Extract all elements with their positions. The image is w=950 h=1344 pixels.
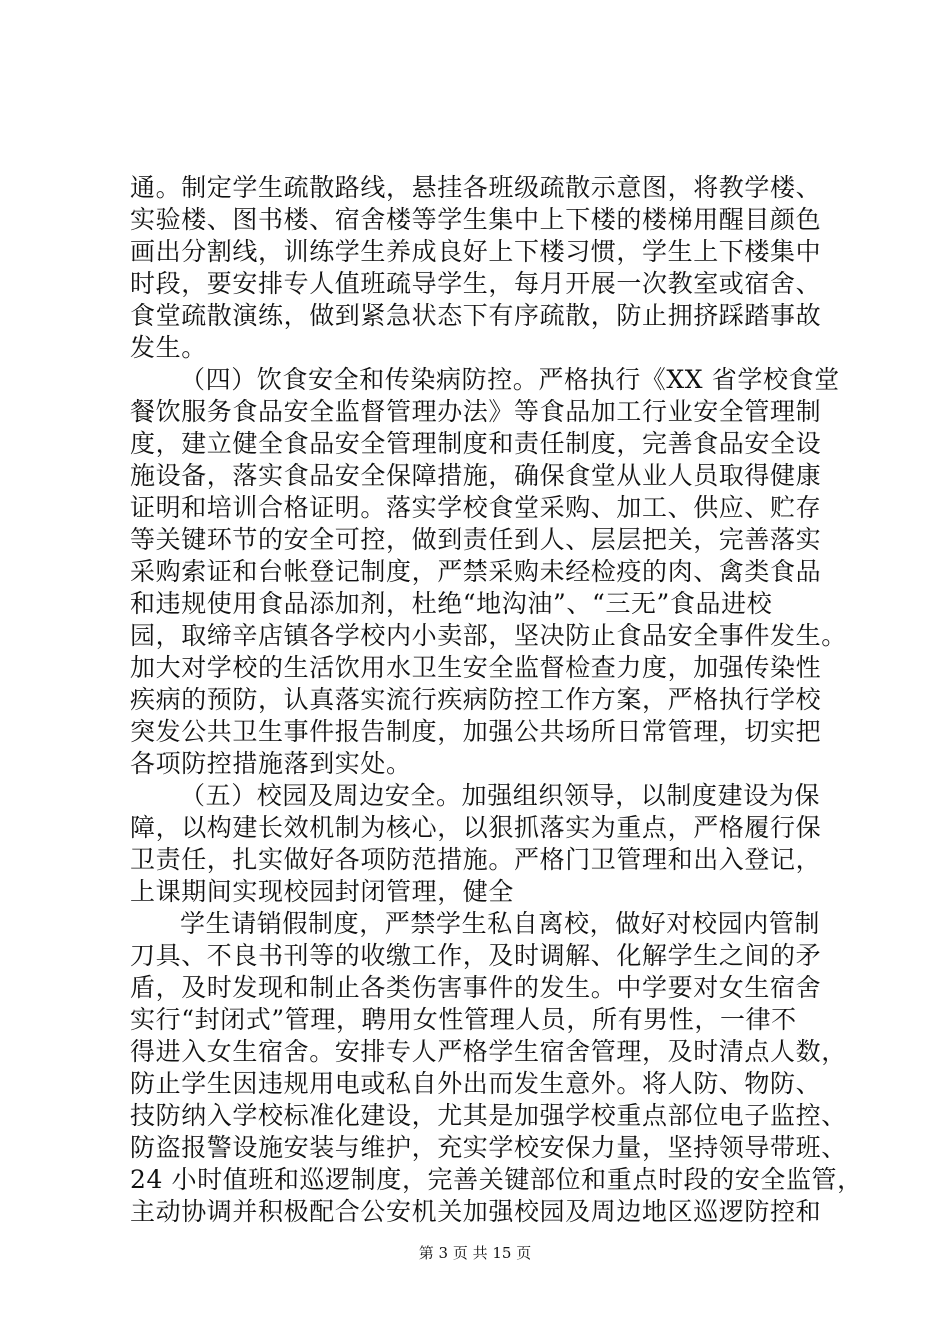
text-line: 防止学生因违规用电或私自外出而发生意外。将人防、物防、 xyxy=(130,1069,822,1098)
text-line: 度，建立健全食品安全管理制度和责任制度，完善食品安全设 xyxy=(130,429,822,458)
text-line: 园，取缔辛店镇各学校内小卖部，坚决防止食品安全事件发生。 xyxy=(130,621,847,650)
page-number-footer: 第 3 页 共 15 页 xyxy=(418,1244,532,1262)
text-line: 技防纳入学校标准化建设，尤其是加强学校重点部位电子监控、 xyxy=(130,1101,847,1130)
text-line: 等关键环节的安全可控，做到责任到人、层层把关，完善落实 xyxy=(130,525,822,554)
text-line: （五）校园及周边安全。加强组织领导，以制度建设为保 xyxy=(180,781,821,810)
text-line: 施设备，落实食品安全保障措施，确保食堂从业人员取得健康 xyxy=(130,461,822,490)
text-line: 各项防控措施落到实处。 xyxy=(130,749,412,778)
text-line: 防盗报警设施安装与维护，充实学校安保力量，坚持领导带班、 xyxy=(130,1133,847,1162)
text-line: 卫责任，扎实做好各项防范措施。严格门卫管理和出入登记， xyxy=(130,845,822,874)
text-line: 加大对学校的生活饮用水卫生安全监督检查力度，加强传染性 xyxy=(130,653,822,682)
text-line: 盾，及时发现和制止各类伤害事件的发生。中学要对女生宿舍 xyxy=(130,973,822,1002)
text-line: 实行“封闭式”管理，聘用女性管理人员，所有男性，一律不 xyxy=(130,1005,797,1034)
text-line: 画出分割线，训练学生养成良好上下楼习惯，学生上下楼集中 xyxy=(130,237,822,266)
text-line: 疾病的预防，认真落实流行疾病防控工作方案，严格执行学校 xyxy=(130,685,822,714)
text-line: 和违规使用食品添加剂，杜绝“地沟油”、“三无”食品进校 xyxy=(130,589,773,618)
text-line: 餐饮服务食品安全监督管理办法》等食品加工行业安全管理制 xyxy=(130,397,822,426)
text-line: （四）饮食安全和传染病防控。严格执行《XX 省学校食堂 xyxy=(180,365,840,394)
text-line: 发生。 xyxy=(130,333,207,362)
text-line: 采购索证和台帐登记制度，严禁采购未经检疫的肉、禽类食品 xyxy=(130,557,822,586)
text-line: 食堂疏散演练，做到紧急状态下有序疏散，防止拥挤踩踏事故 xyxy=(130,301,822,330)
text-line: 上课期间实现校园封闭管理，健全 xyxy=(130,877,515,906)
text-line: 通。制定学生疏散路线，悬挂各班级疏散示意图，将教学楼、 xyxy=(130,173,822,202)
text-line: 障，以构建长效机制为核心，以狠抓落实为重点，严格履行保 xyxy=(130,813,822,842)
text-line: 学生请销假制度，严禁学生私自离校，做好对校园内管制 xyxy=(180,909,821,938)
text-line: 得进入女生宿舍。安排专人严格学生宿舍管理，及时清点人数， xyxy=(130,1037,847,1066)
text-line: 主动协调并积极配合公安机关加强校园及周边地区巡逻防控和 xyxy=(130,1197,822,1226)
text-line: 证明和培训合格证明。落实学校食堂采购、加工、供应、贮存 xyxy=(130,493,822,522)
text-line: 24 小时值班和巡逻制度，完善关键部位和重点时段的安全监管， xyxy=(130,1165,863,1194)
text-line: 突发公共卫生事件报告制度，加强公共场所日常管理，切实把 xyxy=(130,717,822,746)
body-text xyxy=(130,172,863,1228)
text-line: 实验楼、图书楼、宿舍楼等学生集中上下楼的楼梯用醒目颜色 xyxy=(130,205,822,234)
text-line: 刀具、不良书刊等的收缴工作，及时调解、化解学生之间的矛 xyxy=(130,941,822,970)
text-line: 时段，要安排专人值班疏导学生，每月开展一次教室或宿舍、 xyxy=(130,269,822,298)
